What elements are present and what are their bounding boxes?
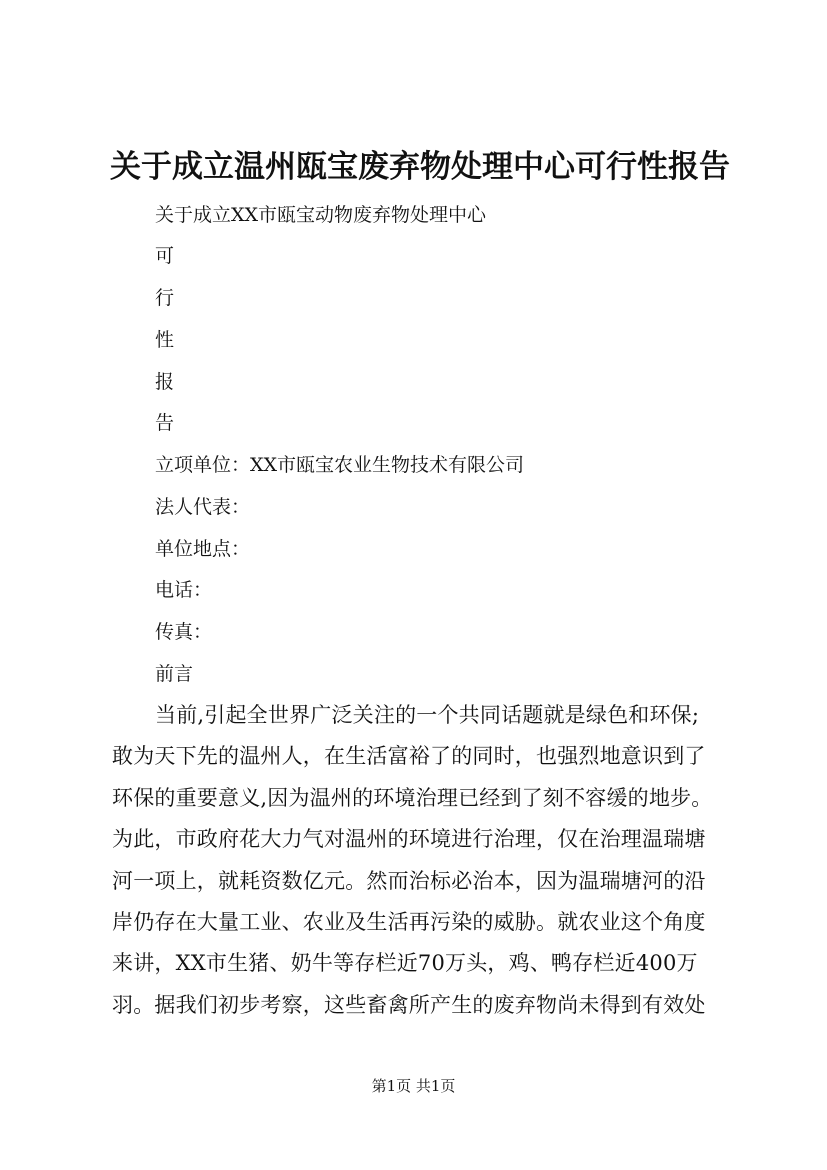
- paragraph-line: 当前,引起全世界广泛关注的一个共同话题就是绿色和环保;: [155, 703, 700, 727]
- legal-representative-line: 法人代表：: [155, 496, 251, 518]
- unit-address-line: 单位地点：: [155, 538, 251, 560]
- paragraph-line: 羽。据我们初步考察，这些畜禽所产生的废弃物尚未得到有效处: [112, 992, 706, 1017]
- paragraph-line: 敢为天下先的温州人，在生活富裕了的同时，也强烈地意识到了: [112, 744, 706, 769]
- fax-line: 传真：: [155, 621, 213, 643]
- paragraph-line: 岸仍存在大量工业、农业及生活再污染的威胁。就农业这个角度: [112, 910, 706, 935]
- paragraph-line: 为此，市政府花大力气对温州的环境进行治理，仅在治理温瑞塘: [112, 827, 706, 852]
- project-unit-line: 立项单位：XX市瓯宝农业生物技术有限公司: [155, 454, 525, 476]
- page-footer: 第1页 共1页: [371, 1077, 456, 1095]
- preface-paragraph: [112, 695, 737, 1026]
- vertical-char-gao: 告: [155, 412, 175, 434]
- subtitle-line: 关于成立XX市瓯宝动物废弃物处理中心: [155, 204, 487, 226]
- paragraph-line: 来讲，XX市生猪、奶牛等存栏近70万头，鸡、鸭存栏近400万: [112, 951, 698, 976]
- vertical-char-xing2: 性: [155, 329, 175, 351]
- vertical-char-bao: 报: [155, 371, 175, 393]
- paragraph-line: 环保的重要意义,因为温州的环境治理已经到了刻不容缓的地步。: [112, 785, 713, 810]
- phone-line: 电话：: [155, 579, 213, 601]
- document-title: 关于成立温州瓯宝废弃物处理中心可行性报告: [110, 149, 730, 185]
- vertical-char-xing: 行: [155, 287, 175, 309]
- vertical-char-ke: 可: [155, 245, 175, 267]
- paragraph-line: 河一项上，就耗资数亿元。然而治标必治本，因为温瑞塘河的沿: [112, 868, 706, 893]
- preface-heading: 前言: [155, 663, 194, 685]
